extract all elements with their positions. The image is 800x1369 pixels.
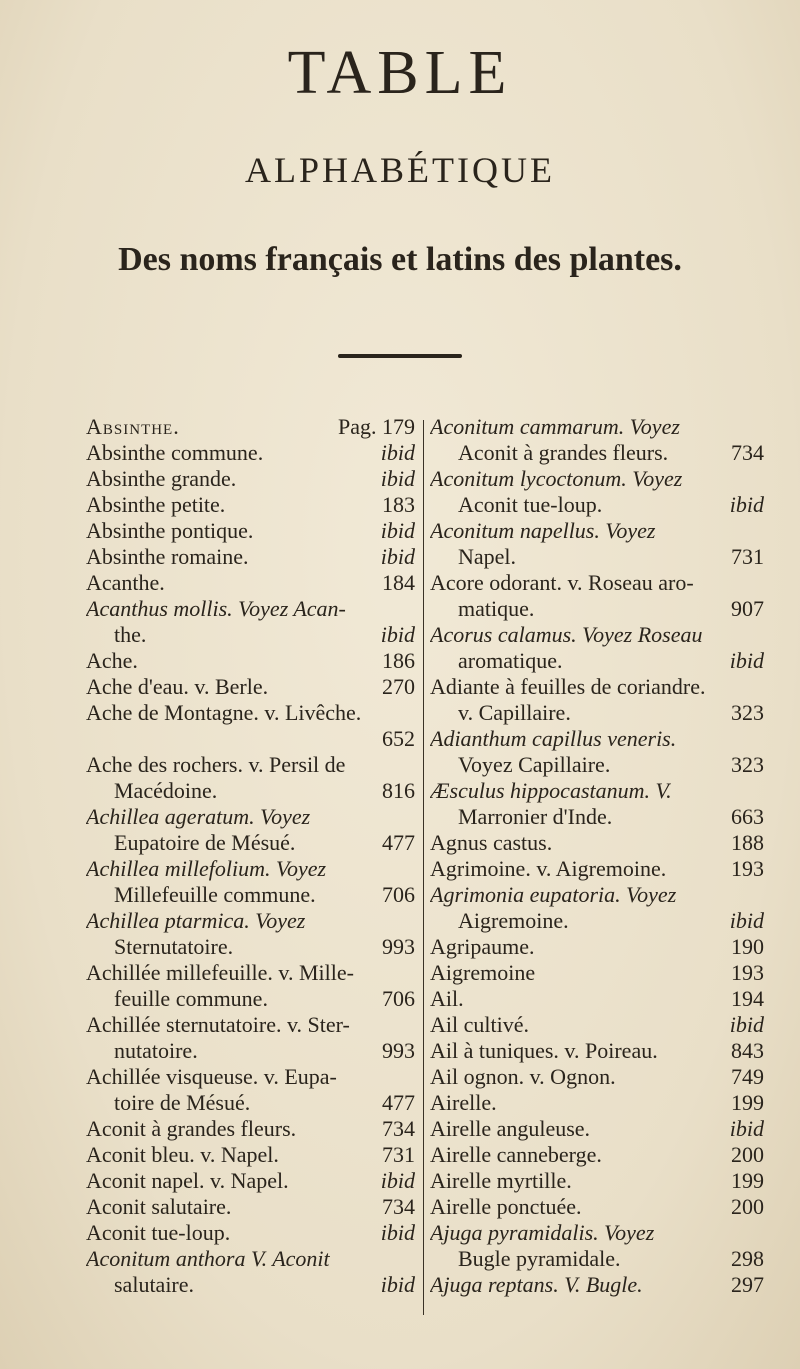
entry-text: Acanthus mollis. Voyez Acan-: [86, 596, 346, 621]
index-column-right: [430, 414, 764, 1298]
entry-text: Ail.: [430, 986, 464, 1011]
index-entry: [86, 440, 415, 466]
entry-page-number: 199: [731, 1090, 764, 1115]
index-entry: [430, 570, 764, 596]
entry-page-number: 270: [382, 674, 415, 699]
index-entry: [430, 1272, 764, 1298]
entry-page-number: 652: [382, 726, 415, 751]
entry-page-number: 184: [382, 570, 415, 595]
index-entry: [86, 1168, 415, 1194]
column-divider: [423, 420, 424, 1315]
entry-page-number: ibid: [729, 492, 764, 517]
entry-text: Acorus calamus. Voyez Roseau: [430, 622, 703, 647]
entry-text: Aconit salutaire.: [86, 1194, 232, 1219]
entry-page-number: 663: [731, 804, 764, 829]
entry-page-number: ibid: [380, 1168, 415, 1193]
entry-page-number: 188: [731, 830, 764, 855]
index-entry: [86, 414, 415, 440]
index-entry: [430, 674, 764, 700]
entry-text: Airelle.: [430, 1090, 497, 1115]
entry-page-number: 734: [731, 440, 764, 465]
index-entry: [86, 856, 415, 882]
index-entry: [430, 986, 764, 1012]
entry-page-number: ibid: [380, 466, 415, 491]
entry-text: Ail à tuniques. v. Poireau.: [430, 1038, 658, 1063]
entry-text: Aigremoine.: [458, 908, 569, 933]
entry-text: Absinthe romaine.: [86, 544, 249, 569]
index-entry: [86, 648, 415, 674]
index-entry: [86, 908, 415, 934]
page-title: TABLE: [287, 39, 513, 107]
index-entry: [86, 674, 415, 700]
entry-text: Ache d'eau. v. Berle.: [86, 674, 269, 699]
entry-text: Absinthe grande.: [86, 466, 237, 491]
index-entry: [430, 752, 764, 778]
entry-text: toire de Mésué.: [114, 1090, 251, 1115]
index-entry: [430, 1194, 764, 1220]
entry-text: Aigremoine: [430, 960, 536, 985]
entry-text: Airelle myrtille.: [430, 1168, 572, 1193]
index-entry: [86, 882, 415, 908]
index-column-left: [86, 414, 415, 1298]
index-entry: [430, 960, 764, 986]
entry-page-number: 298: [731, 1246, 764, 1271]
entry-page-number: ibid: [380, 622, 415, 647]
entry-page-number: 323: [731, 700, 764, 725]
entry-page-number: ibid: [380, 544, 415, 569]
entry-page-number: ibid: [380, 518, 415, 543]
entry-text: Acore odorant. v. Roseau aro-: [430, 570, 694, 595]
index-entry: [430, 726, 764, 752]
entry-text: Achillea millefolium. Voyez: [86, 856, 327, 881]
index-entry: [430, 1220, 764, 1246]
entry-text: Aconit tue-loup.: [86, 1220, 231, 1245]
entry-text: Ache des rochers. v. Persil de: [86, 752, 346, 777]
index-entry: [86, 960, 415, 986]
index-entry: [86, 596, 415, 622]
entry-text: Aconit à grandes fleurs.: [86, 1116, 297, 1141]
entry-text: matique.: [458, 596, 535, 621]
index-entry: [430, 1246, 764, 1272]
entry-text: aromatique.: [458, 648, 563, 673]
index-entry: [86, 804, 415, 830]
index-entry: [86, 1272, 415, 1298]
entry-page-number: 749: [731, 1064, 764, 1089]
entry-text: Absinthe pontique.: [86, 518, 254, 543]
index-entry: [86, 986, 415, 1012]
index-entry: [86, 700, 415, 726]
index-entry: [430, 1142, 764, 1168]
index-entry: [86, 1064, 415, 1090]
section-heading: Des noms français et latins des plantes.: [118, 241, 682, 278]
entry-text: Aconitum cammarum. Voyez: [430, 414, 680, 439]
index-entry: [430, 830, 764, 856]
entry-page-number: 183: [382, 492, 415, 517]
entry-text: nutatoire.: [114, 1038, 198, 1063]
index-entry: [430, 856, 764, 882]
entry-page-number: 323: [731, 752, 764, 777]
index-entry: [86, 518, 415, 544]
index-entry: [430, 1012, 764, 1038]
entry-page-number: 993: [382, 1038, 415, 1063]
entry-text: Airelle anguleuse.: [430, 1116, 591, 1141]
entry-text: Bugle pyramidale.: [458, 1246, 621, 1271]
entry-page-number: ibid: [729, 648, 764, 673]
entry-text: v. Capillaire.: [458, 700, 571, 725]
entry-page-number: ibid: [729, 1012, 764, 1037]
entry-text: Aconit à grandes fleurs.: [458, 440, 669, 465]
index-entry: [86, 1012, 415, 1038]
entry-page-number: ibid: [729, 1116, 764, 1141]
index-entry: [430, 648, 764, 674]
entry-page-number: ibid: [729, 908, 764, 933]
entry-text: Aconitum napellus. Voyez: [430, 518, 656, 543]
entry-text: Achillée visqueuse. v. Eupa-: [86, 1064, 337, 1089]
entry-text: Achillée sternutatoire. v. Ster-: [86, 1012, 350, 1037]
entry-page-number: 200: [731, 1194, 764, 1219]
index-entry: [86, 466, 415, 492]
entry-text: Sternutatoire.: [114, 934, 234, 959]
index-entry: [430, 492, 764, 518]
entry-page-number: 193: [731, 856, 764, 881]
entry-text: Achillea ptarmica. Voyez: [86, 908, 306, 933]
index-entry: [430, 518, 764, 544]
index-entry: [430, 596, 764, 622]
index-entry: [430, 778, 764, 804]
index-entry: [430, 804, 764, 830]
entry-text: Voyez Capillaire.: [458, 752, 611, 777]
entry-page-number: ibid: [380, 1220, 415, 1245]
entry-page-number: ibid: [380, 440, 415, 465]
index-entry: [86, 544, 415, 570]
entry-text: Achillea ageratum. Voyez: [86, 804, 311, 829]
entry-text: Airelle ponctuée.: [430, 1194, 582, 1219]
entry-text: salutaire.: [114, 1272, 195, 1297]
index-entry: [430, 908, 764, 934]
entry-page-number: 706: [382, 882, 415, 907]
index-entry: [86, 1116, 415, 1142]
index-entry: [430, 544, 764, 570]
entry-page-number: 194: [731, 986, 764, 1011]
index-entry: [430, 466, 764, 492]
entry-text: Millefeuille commune.: [114, 882, 316, 907]
entry-text: Æsculus hippocastanum. V.: [430, 778, 672, 803]
entry-text: Napel.: [458, 544, 517, 569]
entry-text: Ache de Montagne. v. Livêche.: [86, 700, 362, 725]
entry-text: the.: [114, 622, 147, 647]
entry-page-number: 907: [731, 596, 764, 621]
entry-page-number: 199: [731, 1168, 764, 1193]
entry-text: Agripaume.: [430, 934, 535, 959]
entry-text: Absinthe.: [86, 414, 180, 439]
entry-text: Adianthum capillus veneris.: [430, 726, 677, 751]
entry-page-number: 731: [382, 1142, 415, 1167]
index-entry: [86, 726, 415, 752]
entry-text: Acanthe.: [86, 570, 165, 595]
entry-page-number: 734: [382, 1194, 415, 1219]
entry-text: Airelle canneberge.: [430, 1142, 602, 1167]
index-entry: [430, 622, 764, 648]
index-entry: [86, 752, 415, 778]
entry-page-number: Pag. 179: [338, 414, 415, 439]
entry-page-number: 734: [382, 1116, 415, 1141]
entry-text: Eupatoire de Mésué.: [114, 830, 296, 855]
entry-text: Agrimoine. v. Aigremoine.: [430, 856, 667, 881]
entry-page-number: 200: [731, 1142, 764, 1167]
index-entry: [86, 570, 415, 596]
entry-text: Macédoine.: [114, 778, 218, 803]
index-entry: [430, 440, 764, 466]
index-entry: [86, 778, 415, 804]
index-entry: [430, 1090, 764, 1116]
entry-text: Agnus castus.: [430, 830, 553, 855]
index-entry: [430, 1064, 764, 1090]
index-entry: [86, 934, 415, 960]
entry-page-number: 477: [382, 830, 415, 855]
entry-page-number: 731: [731, 544, 764, 569]
index-entry: [430, 934, 764, 960]
index-entry: [430, 882, 764, 908]
entry-text: Ail ognon. v. Ognon.: [430, 1064, 616, 1089]
index-entry: [86, 830, 415, 856]
index-entry: [430, 1168, 764, 1194]
entry-text: Adiante à feuilles de coriandre.: [430, 674, 706, 699]
entry-page-number: 297: [731, 1272, 764, 1297]
entry-text: feuille commune.: [114, 986, 268, 1011]
entry-text: Marronier d'Inde.: [458, 804, 613, 829]
index-entry: [86, 1246, 415, 1272]
entry-page-number: 816: [382, 778, 415, 803]
index-entry: [86, 1090, 415, 1116]
index-entry: [86, 492, 415, 518]
index-entry: [86, 1194, 415, 1220]
entry-text: Aconit napel. v. Napel.: [86, 1168, 289, 1193]
entry-page-number: 193: [731, 960, 764, 985]
entry-page-number: 186: [382, 648, 415, 673]
index-entry: [86, 622, 415, 648]
entry-page-number: 477: [382, 1090, 415, 1115]
entry-text: Ache.: [86, 648, 138, 673]
entry-text: Absinthe commune.: [86, 440, 264, 465]
entry-text: Absinthe petite.: [86, 492, 226, 517]
index-entry: [86, 1220, 415, 1246]
entry-text: Ajuga pyramidalis. Voyez: [430, 1220, 655, 1245]
entry-page-number: ibid: [380, 1272, 415, 1297]
entry-page-number: 843: [731, 1038, 764, 1063]
entry-text: Aconit tue-loup.: [458, 492, 603, 517]
page-subtitle: ALPHABÉTIQUE: [245, 150, 555, 190]
entry-text: Achillée millefeuille. v. Mille-: [86, 960, 354, 985]
entry-page-number: 706: [382, 986, 415, 1011]
index-entry: [430, 700, 764, 726]
entry-page-number: 190: [731, 934, 764, 959]
entry-text: Ajuga reptans. V. Bugle.: [430, 1272, 643, 1297]
index-entry: [86, 1142, 415, 1168]
index-entry: [430, 1116, 764, 1142]
entry-text: Aconitum anthora V. Aconit: [86, 1246, 330, 1271]
entry-page-number: 993: [382, 934, 415, 959]
entry-text: Aconitum lycoctonum. Voyez: [430, 466, 683, 491]
index-entry: [86, 1038, 415, 1064]
decorative-rule: [338, 354, 462, 358]
entry-text: Agrimonia eupatoria. Voyez: [430, 882, 677, 907]
entry-text: Ail cultivé.: [430, 1012, 529, 1037]
index-entry: [430, 1038, 764, 1064]
index-entry: [430, 414, 764, 440]
entry-text: Aconit bleu. v. Napel.: [86, 1142, 279, 1167]
